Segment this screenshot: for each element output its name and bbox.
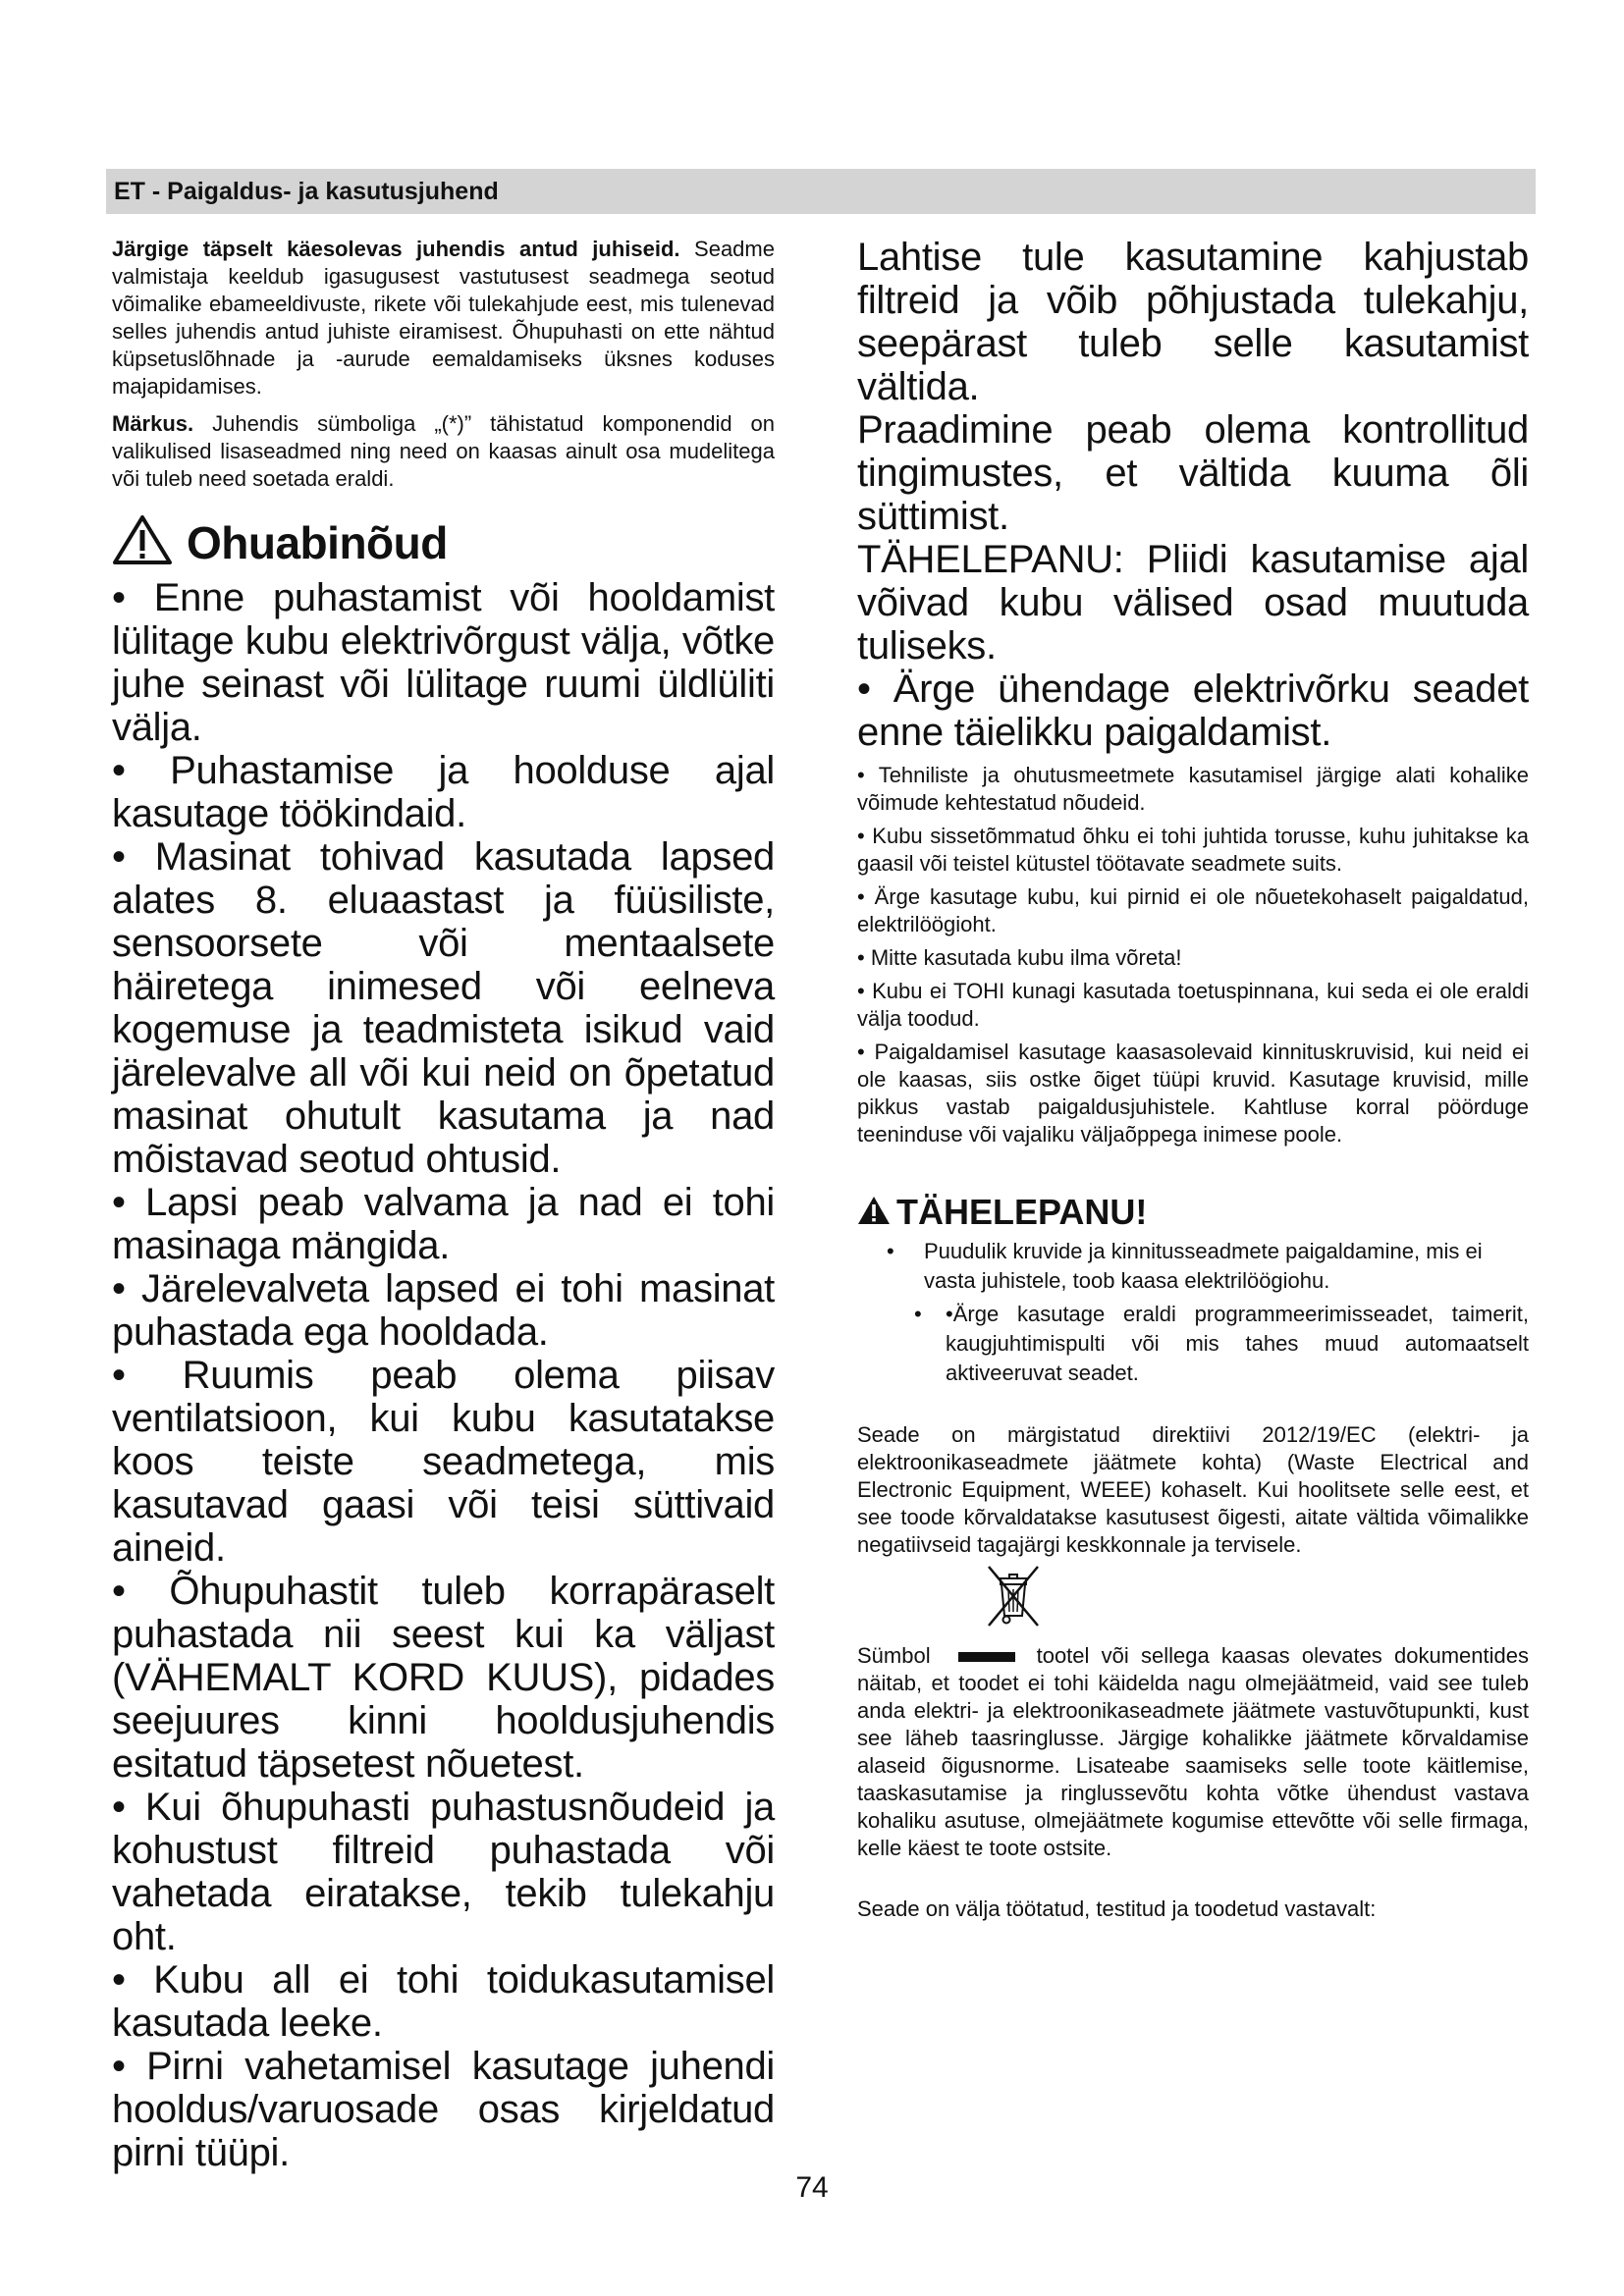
list-item: • Kubu sissetõmmatud õhku ei tohi juhtida torusse, kuhu juhitakse ka gaasil või teistel kütustel töötavate seadmete suits. — [857, 824, 1529, 876]
safety-bullet-list — [112, 576, 775, 2174]
note-label: Märkus. — [112, 411, 194, 436]
symbol-paragraph — [857, 1642, 1529, 1862]
list-item: TÄHELEPANU: Pliidi kasutamise ajal võivad kubu välised osad muutuda tuliseks. — [857, 538, 1529, 667]
list-item: • Pirni vahetamisel kasutage juhendi hooldus/varuosade osas kirjeldatud pirni tüüpi. — [112, 2045, 775, 2174]
list-item: • Järelevalveta lapsed ei tohi masinat puhastada ega hooldada. — [112, 1267, 775, 1354]
intro-block — [112, 236, 775, 493]
page-header: ET - Paigaldus- ja kasutusjuhend — [106, 169, 1536, 214]
warning-triangle-icon — [112, 514, 173, 570]
list-item: • Masinat tohivad kasutada lapsed alates 8. eluaastast ja füüsiliste, sensoorsete või mentaalsete häiretega inimesed või eelneva kogemuse ja teadmisteta isikud vaid järelevalve all või kui neid on õpetatud masinat ohutult kasutama ja nad mõistavad seotud ohtusid. — [112, 835, 775, 1181]
black-bar-symbol — [958, 1652, 1015, 1662]
right-small-bullets — [857, 762, 1529, 1148]
intro-paragraph — [112, 236, 775, 400]
list-item: • Õhupuhastit tuleb korrapäraselt puhastada nii seest kui ka väljast (VÄHEMALT KORD KUUS), pidades seejuures kinni hooldusjuhendis esitatud täpsetest nõuetest. — [112, 1570, 775, 1786]
list-item — [857, 1300, 1529, 1388]
list-item: • Enne puhastamist või hooldamist lülitage kubu elektrivõrgust välja, võtke juhe seinast või lülitage ruumi üldlüliti välja. — [112, 576, 775, 749]
attention-item-text: Puudulik kruvide ja kinnitusseadmete paigaldamine, mis ei vasta juhistele, toob kaasa elektrilöögiohu. — [924, 1239, 1483, 1293]
page-number: 74 — [795, 2171, 829, 2204]
right-big-text — [857, 236, 1529, 754]
left-column — [112, 236, 775, 2174]
list-item: • Ärge ühendage elektrivõrku seadet enne täielikku paigaldamist. — [857, 667, 1529, 754]
final-paragraph: Seade on välja töötatud, testitud ja toodetud vastavalt: — [857, 1896, 1377, 1921]
list-item — [857, 1237, 1529, 1296]
crossed-out-bin-icon — [983, 1563, 1529, 1636]
bullet-mark: • — [887, 1239, 894, 1263]
symbol-block — [857, 1642, 1529, 1862]
list-item: Lahtise tule kasutamine kahjustab filtreid ja võib põhjustada tulekahju, seepärast tuleb selle kasutamist vältida. — [857, 236, 1529, 408]
bullet-mark: • — [914, 1302, 922, 1326]
section-title: Ohuabinõud — [187, 516, 448, 568]
intro-bold-text: Järgige täpselt käesolevas juhendis antud juhiseid. — [112, 237, 680, 261]
list-item: • Mitte kasutada kubu ilma võreta! — [857, 945, 1182, 970]
list-item: • Kui õhupuhasti puhastusnõudeid ja kohustust filtreid puhastada või vahetada eiratakse, tekib tulekahju oht. — [112, 1786, 775, 1958]
note-text: Juhendis sümboliga „(*)” tähistatud komponendid on valikulised lisaseadmed ning need on kaasas ainult osa mudelitega või tuleb need soetada eraldi. — [112, 411, 775, 491]
weee-block — [857, 1421, 1529, 1559]
warning-filled-triangle-icon — [857, 1196, 891, 1230]
list-item: • Ärge kasutage kubu, kui pirnid ei ole nõuetekohaselt paigaldatud, elektrilöögioht. — [857, 884, 1529, 936]
list-item: • Lapsi peab valvama ja nad ei tohi masinaga mängida. — [112, 1181, 775, 1267]
intro-text: Seadme valmistaja keeldub igasugusest vastutusest seadmega seotud võimalike ebameeldivuste, rikete või tulekahjude eest, mis tulenevad selles juhendis antud juhiste eiramisest. Õhupuhasti on ette nähtud küpsetuslõhnade ja -aurude eemaldamiseks üksnes koduses majapidamises. — [112, 237, 775, 399]
symbol-text: tootel või sellega kaasas olevates dokumentides näitab, et toodet ei tohi käidelda nagu olmejäätmeid, vaid see tuleb anda elektri- ja elektroonikaseadmete jäätmete vastuvõtupunkti, kust see läheb taasringlusse. Järgige kohalikke jäätmete kõrvaldamise alaseid õigusnorme. Lisateabe saamiseks selle toote käitlemise, taaskasutamise ja ringlussevõtu kohta võtke ühendust vastava kohaliku asutuse, olmejäätmete kogumise ettevõtte või selle firmaga, kelle käest te toote ostsite. — [857, 1643, 1529, 1860]
attention-title: TÄHELEPANU! — [896, 1192, 1148, 1232]
symbol-word: Sümbol — [857, 1643, 931, 1668]
list-item: • Puhastamise ja hoolduse ajal kasutage töökindaid. — [112, 749, 775, 835]
right-column — [857, 236, 1529, 1933]
attention-list — [857, 1237, 1529, 1388]
list-item: Praadimine peab olema kontrollitud tingimustes, et vältida kuuma õli süttimist. — [857, 408, 1529, 538]
list-item: • Kubu all ei tohi toidukasutamisel kasutada leeke. — [112, 1958, 775, 2045]
final-block — [857, 1896, 1529, 1923]
weee-paragraph: Seade on märgistatud direktiivi 2012/19/EC (elektri- ja elektroonikaseadmete jäätmete kohta) (Waste Electrical and Electronic Equipment, WEEE) kohaselt. Kui hoolitsete selle eest, et see toode kõrvaldatakse kasutusest õigesti, aitate vältida võimalikke negatiivseid tagajärgi keskkonnale ja tervisele. — [857, 1422, 1529, 1557]
attention-heading — [857, 1192, 1529, 1233]
list-item: • Ruumis peab olema piisav ventilatsioon, kui kubu kasutatakse koos teiste seadmetega, mis kasutavad gaasi või teisi süttivaid aineid. — [112, 1354, 775, 1570]
list-item: • Kubu ei TOHI kunagi kasutada toetuspinnana, kui seda ei ole eraldi välja toodud. — [857, 979, 1529, 1031]
safety-section-heading — [112, 514, 775, 570]
list-item: • Tehniliste ja ohutusmeetmete kasutamisel järgige alati kohalike võimude kehtestatud nõudeid. — [857, 763, 1529, 815]
note-paragraph — [112, 410, 775, 493]
list-item: • Paigaldamisel kasutage kaasasolevaid kinnituskruvisid, kui neid ei ole kaasas, siis ostke õiget tüüpi kruvid. Kasutage kruvisid, mille pikkus vastab paigaldusjuhistele. Kahtluse korral pöörduge teeninduse või vajaliku väljaõppega inimese poole. — [857, 1040, 1529, 1147]
attention-item-text: •Ärge kasutage eraldi programmeerimisseadet, taimerit, kaugjuhtimispulti või mis tahes muud automaatselt aktiveeruvat seadet. — [946, 1302, 1529, 1385]
